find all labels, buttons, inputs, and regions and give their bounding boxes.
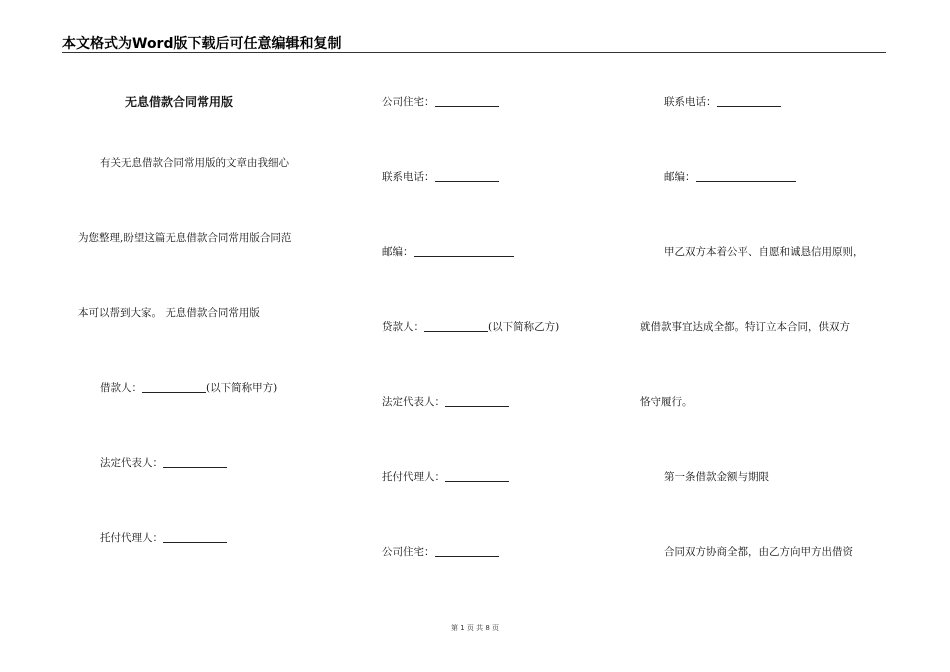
address-blank	[435, 95, 499, 107]
lender-blank	[424, 320, 488, 332]
address-label-2: 公司住宅：	[382, 546, 435, 558]
legal-rep-blank-2	[445, 395, 509, 407]
intro-line-1: 有关无息借款合同常用版的文章由我细心	[100, 157, 289, 169]
borrower-line	[100, 380, 277, 395]
postcode-label-3: 邮编：	[664, 171, 696, 183]
agent-line	[100, 530, 227, 545]
legal-rep-line	[100, 455, 227, 470]
header-divider	[62, 52, 886, 53]
article-1-text: 合同双方协商全都，由乙方向甲方出借资	[664, 546, 853, 558]
legal-rep-line-2	[382, 394, 509, 409]
address-label: 公司住宅：	[382, 96, 435, 108]
phone-blank-3	[717, 95, 781, 107]
agent-blank	[163, 531, 227, 543]
address-line-2	[382, 544, 499, 559]
principle-line-2: 就借款事宜达成全都。特订立本合同，供双方	[640, 321, 850, 333]
article-1-heading: 第一条借款金额与期限	[664, 471, 769, 483]
intro-line-3: 本可以帮到大家。 无息借款合同常用版	[78, 307, 260, 319]
agent-blank-2	[445, 470, 509, 482]
agent-label-2: 托付代理人：	[382, 471, 445, 483]
page-number: 第 1 页 共 8 页	[450, 624, 500, 632]
intro-line-2: 为您整理,盼望这篇无息借款合同常用版合同范	[78, 232, 292, 244]
address-blank-2	[435, 545, 499, 557]
lender-label: 贷款人：	[382, 321, 424, 333]
document-title: 无息借款合同常用版	[125, 95, 234, 109]
agent-label: 托付代理人：	[100, 532, 163, 544]
borrower-label: 借款人：	[100, 382, 142, 394]
borrower-suffix: (以下简称甲方)	[206, 382, 278, 394]
address-line	[382, 94, 499, 109]
postcode-label: 邮编：	[382, 246, 414, 258]
postcode-blank-3	[696, 170, 796, 182]
agent-line-2	[382, 469, 509, 484]
postcode-line-3	[664, 169, 796, 184]
phone-label: 联系电话：	[382, 171, 435, 183]
legal-rep-label: 法定代表人：	[100, 457, 163, 469]
lender-line	[382, 319, 559, 334]
postcode-blank	[414, 245, 514, 257]
legal-rep-blank	[163, 456, 227, 468]
postcode-line	[382, 244, 514, 259]
principle-line-1: 甲乙双方本着公平、自愿和诚恳信用原则，	[664, 246, 864, 258]
phone-line	[382, 169, 499, 184]
document-header-title: 本文格式为Word版下载后可任意编辑和复制	[62, 36, 342, 52]
phone-line-3	[664, 94, 781, 109]
phone-blank	[435, 170, 499, 182]
legal-rep-label-2: 法定代表人：	[382, 396, 445, 408]
principle-line-3: 恪守履行。	[640, 396, 693, 408]
borrower-blank	[142, 381, 206, 393]
lender-suffix: (以下简称乙方)	[488, 321, 560, 333]
phone-label-3: 联系电话：	[664, 96, 717, 108]
